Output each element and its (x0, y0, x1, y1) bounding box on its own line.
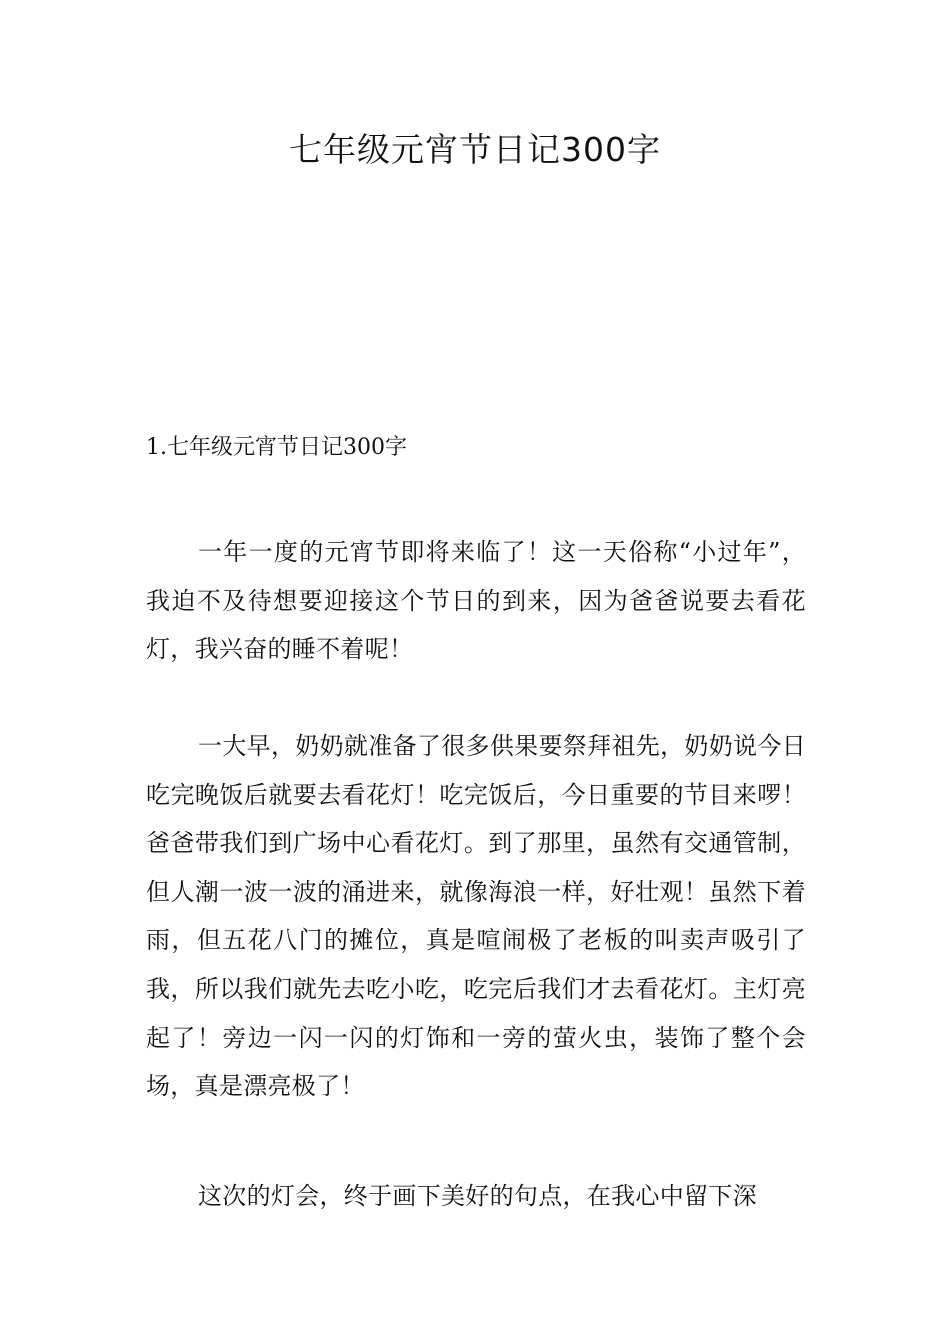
document-title: 七年级元宵节日记300字 (289, 130, 661, 169)
section-heading: 1.七年级元宵节日记300字 (146, 435, 407, 460)
paragraph-1: 一年一度的元宵节即将来临了！这一天俗称“小过年”，我迫不及待想要迎接这个节日的到来，因为爸爸说要去看花灯，我兴奋的睡不着呢！ (146, 538, 806, 664)
paragraph-3: 这次的灯会，终于画下美好的句点，在我心中留下深 (198, 1182, 757, 1210)
paragraph-2: 一大早，奶奶就准备了很多供果要祭拜祖先，奶奶说今日吃完晚饭后就要去看花灯！吃完饭后，今日重要的节目来啰！爸爸带我们到广场中心看花灯。到了那里，虽然有交通管制，但人潮一波一波的涌进来，就像海浪一样，好壮观！虽然下着雨，但五花八门的摊位，真是喧闹极了老板的叫卖声吸引了我，所以我们就先去吃小吃，吃完后我们才去看花灯。主灯亮起了！旁边一闪一闪的灯饰和一旁的萤火虫，装饰了整个会场，真是漂亮极了！ (146, 732, 806, 1101)
